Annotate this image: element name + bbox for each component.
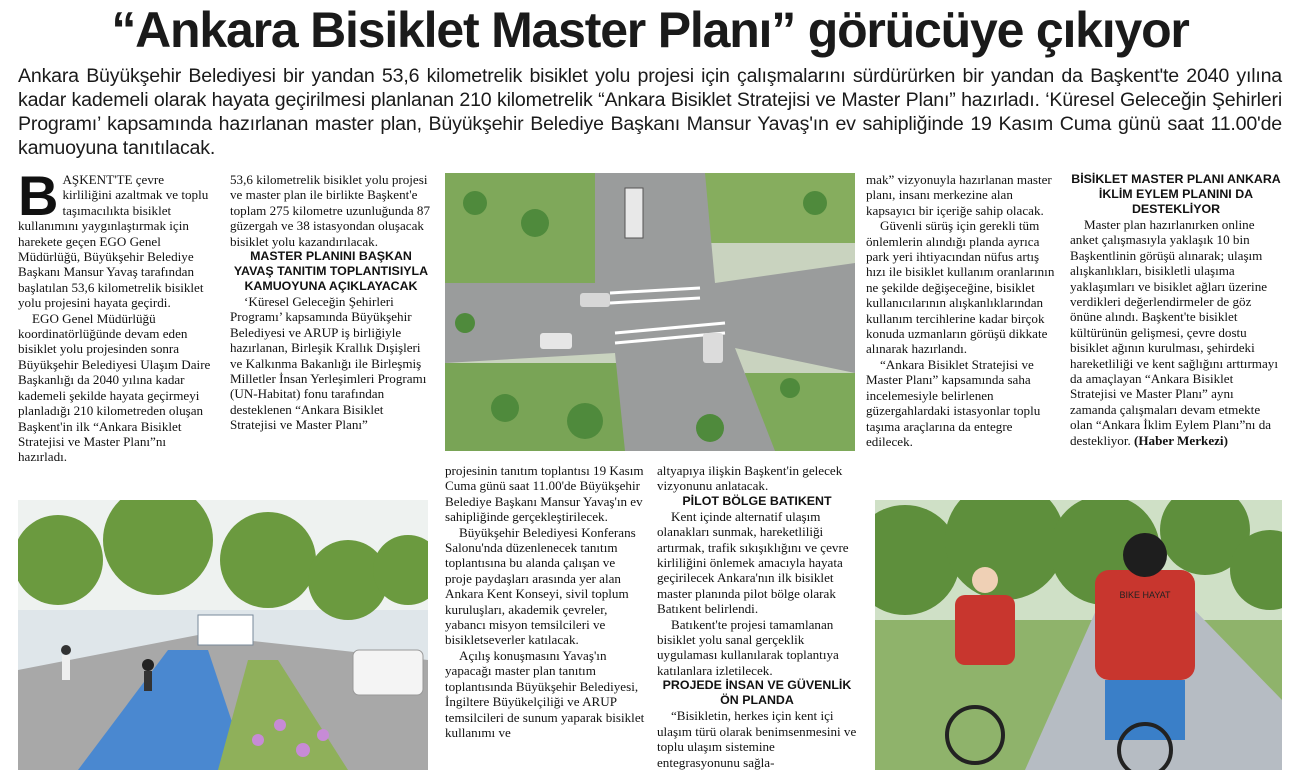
- column-2-paragraph-2: ‘Küresel Geleceğin Şehirleri Programı’ kapsamında Büyükşehir Belediyesi ve ARUP iş birliğiyle hazırlanan, Birleşik Krallık Dışişleri ve Kalkınma Bakanlığı ile Birleşmiş Milletler İnsan Yerleşimleri Programı (UN-Habitat) fonu tarafından desteklenen “Ankara Bisiklet Stratejisi ve Master Planı”: [230, 294, 427, 433]
- cyclists-photo: [875, 500, 1282, 770]
- column-2-paragraph-1: 53,6 kilometrelik bisiklet yolu projesi ve master plan ile birlikte Başkent'e toplam 275 kilometre uzunluğunda 87 güzergah ve 38 istasyondan oluşacak bisiklet yolu kazandırılacak.: [230, 172, 431, 249]
- rider-shirt-text: BIKE HAYAT: [1119, 590, 1171, 600]
- column-5-paragraph-1: mak” vizyonuyla hazırlanan master planı, insanı merkezine alan kapsayıcı bir içeriğe sahip olacak.: [866, 172, 1052, 218]
- column-3-paragraph-3: Açılış konuşmasını Yavaş'ın yapacağı master plan tanıtım toplantısında Büyükşehir Belediyesi, İngiltere Büyükelçiliği ve ARUP temsilcileri de sunum yaparak bisiklet kullanımı ve: [445, 647, 645, 740]
- column-6: [1070, 172, 1282, 448]
- subheading-safety: PROJEDE İNSAN VE GÜVENLİK ÖN PLANDA: [662, 678, 852, 708]
- subheading-master-plan: MASTER PLANINI BAŞKAN YAVAŞ TANITIM TOPLANTISIYLA KAMUOYUNA AÇIKLAYACAK: [233, 249, 429, 294]
- column-2: [230, 172, 432, 433]
- column-4-paragraph-3: Batıkent'te projesi tamamlanan bisiklet yolu sanal gerçeklik uygulaması kullanılarak toplantıya katılanlara izletilecek.: [657, 616, 839, 678]
- column-4-paragraph-1: altyapıya ilişkin Başkent'in gelecek vizyonunu anlatacak.: [657, 463, 843, 494]
- street-render-photo: [18, 500, 428, 770]
- column-1-paragraph-1: [18, 164, 216, 311]
- news-credit: (Haber Merkezi): [1134, 432, 1228, 448]
- headline: “Ankara Bisiklet Master Planı” görücüye çıkıyor: [111, 2, 1189, 58]
- column-6-paragraph-1: [1070, 217, 1282, 448]
- column-1: [18, 164, 216, 465]
- column-6-text: Master plan hazırlanırken online anket çalışmasıyla yaklaşık 10 bin Başkentlinin görüşü alınarak; ulaşım alışkanlıkları, bisikletli ulaşıma yaklaşımları ve bisiklet ağları üzerine verdikleri değerlendirmeler de göz önüne alındı. Başkent'te bisiklet kültürünün gelişmesi, çevre dostu bisiklet ağının kurulması, şehirdeki hareketliliği ve kent sağlığını arttırmayı da amaçlayan “Ankara Bisiklet Stratejisi ve Master Planı” aynı zamanda çalışmaları devam etmekte olan “Ankara İklim Eylem Planı”nı da destekliyor.: [1070, 217, 1278, 448]
- lead-paragraph: Ankara Büyükşehir Belediyesi bir yandan 53,6 kilometrelik bisiklet yolu projesi için çalışmalarını sürdürürken bir yandan da Başkent'te 2040 yılına kadar kademeli olarak hayata geçirilmesi planlanan 210 kilometrelik “Ankara Bisiklet Stratejisi ve Master Planı” hazırladı. ‘Küresel Geleceğin Şehirleri Programı’ kapsamında hazırlanan master plan, Büyükşehir Belediye Başkanı Mansur Yavaş'ın ev sahipliğinde 19 Kasım Cuma günü saat 11.00'de kamuoyuna tanıtılacak.: [18, 65, 1282, 159]
- column-4: [657, 463, 857, 770]
- column-3: [445, 463, 645, 740]
- column-5: [866, 172, 1058, 449]
- subheading-climate: BİSİKLET MASTER PLANI ANKARA İKLİM EYLEM PLANINI DA DESTEKLİYOR: [1071, 172, 1281, 216]
- column-4-paragraph-4: “Bisikletin, herkes için kent içi ulaşım türü olarak benimsenmesini ve toplu ulaşım sistemine entegrasyonunu sağla-: [657, 708, 857, 770]
- intersection-render-photo: [445, 173, 855, 451]
- column-1-text-1: AŞKENT'TE çevre kirliliğini azaltmak ve toplu taşımacılıkta bisiklet kullanımını yaygınlaştırmak için harekete geçen EGO Genel Müdürlüğü, Büyükşehir Belediye Başkanı Mansur Yavaş tarafından başlatılan 53,6 kilometrelik bisiklet yolu projesini hayata geçirdi.: [18, 172, 209, 311]
- column-3-paragraph-1: projesinin tanıtım toplantısı 19 Kasım Cuma günü saat 11.00'de Büyükşehir Belediye Başkanı Mansur Yavaş'ın ev sahipliğinde gerçekleştirilecek.: [445, 463, 644, 525]
- subheading-pilot: PİLOT BÖLGE BATIKENT: [682, 493, 832, 508]
- column-3-paragraph-2: Büyükşehir Belediyesi Konferans Salonu'nda düzenlenecek tanıtım toplantısına bu alanda çalışan ve proje paydaşları arasında yer alan Ankara Kent Konseyi, sivil toplum kuruluşları, akademik çevreler, yabancı misyon temsilcileri ve bisikletseverler katılacak.: [445, 524, 636, 648]
- column-5-paragraph-3: “Ankara Bisiklet Stratejisi ve Master Planı” kapsamında saha incelemesiyle belirlenen güzergahlardaki istasyonlar toplu taşıma araçlarına da entegre edilecek.: [866, 356, 1041, 449]
- column-4-paragraph-2: Kent içinde alternatif ulaşım olanakları sunmak, hareketliliği artırmak, trafik sıkışıklığını ve çevre kirliliğini önlemek amacıyla hayata geçirilecek Ankara'nın ilk bisiklet master planında pilot bölge olarak Batıkent belirlendi.: [657, 508, 849, 617]
- column-5-paragraph-2: Güvenli sürüş için gerekli tüm önlemlerin alındığı planda ayrıca park yeri ihtiyacından nüfus artış hızı ile bisiklet kullanım oranlarının ne şekilde değişeceğine, bisiklet kullanıcılarının alışkanlıklarından kullanım tercihlerine kadar birçok konuda uzmanların görüşü dikkate alınarak hazırlandı.: [866, 218, 1055, 357]
- column-1-paragraph-2: EGO Genel Müdürlüğü koordinatörlüğünde devam eden bisiklet yolu projesinden sonra Büyükşehir Belediyesi Ulaşım Daire Başkanlığı da 2040 yılına kadar kademeli şekilde hayata geçirmeyi planladığı 210 kilometreden oluşan Başkent'in ilk “Ankara Bisiklet Stratejisi ve Master Planı”nı hazırladı.: [18, 310, 211, 465]
- drop-cap: B: [18, 164, 59, 227]
